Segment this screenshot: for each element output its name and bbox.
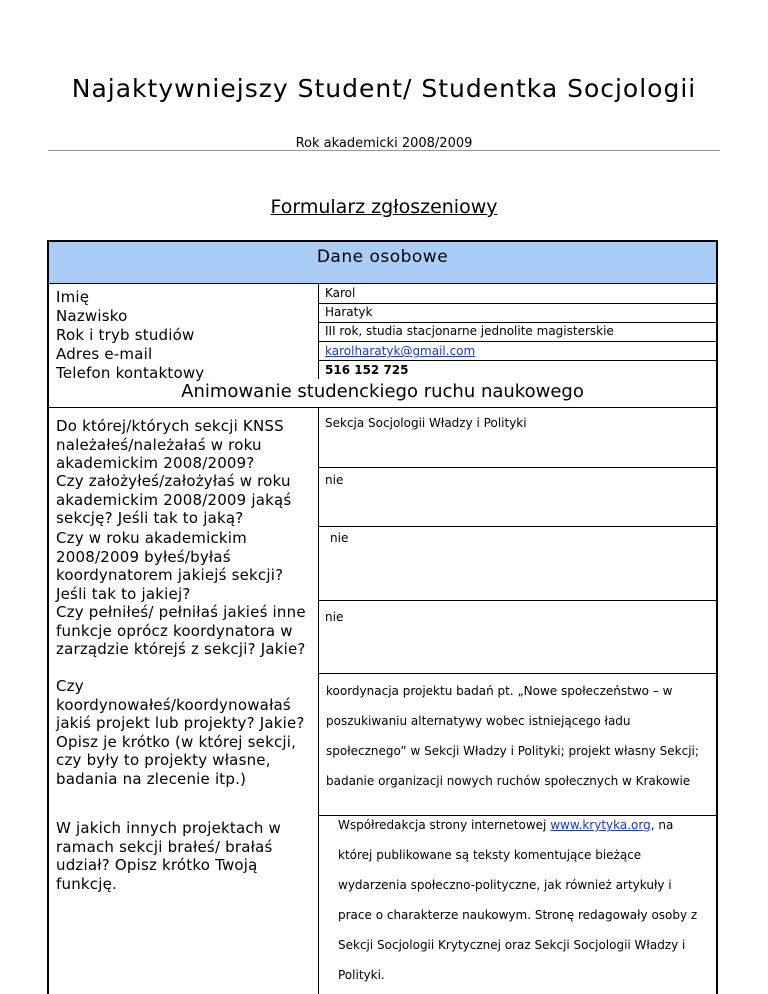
page-title: Najaktywniejszy Student/ Studentka Socjologii: [71, 74, 697, 103]
question-projects: Czy koordynowałeś/koordynowałaś jakiś projekt lub projekty? Jakie? Opisz je krótko (w której sekcji, czy były to projekty własne, badania na zlecenie itp.): [56, 677, 305, 788]
personal-section-title: Dane osobowe: [316, 247, 449, 267]
value-year-mode: III rok, studia stacjonarne jednolite magisterskie: [325, 324, 614, 338]
divider: [48, 150, 720, 151]
row-divider: [319, 600, 716, 601]
answer-coordinator: nie: [330, 531, 349, 545]
answer-other-projects-rest: , na której publikowane są teksty komentujące bieżące wydarzenia społeczno-polityczne, jak również artykuły i prace o charakterze naukowym. Stronę redagowały osoby z Sekcji Socjologii Krytycznej oraz Sekcji Socjologii Władzy i Polityki.: [338, 818, 698, 982]
row-divider: [319, 467, 716, 468]
row-divider: [319, 341, 716, 342]
answer-other-functions: nie: [325, 610, 344, 624]
value-first-name: Karol: [325, 286, 356, 300]
row-divider: [319, 526, 716, 527]
question-coordinator: Czy w roku akademickim 2008/2009 byłeś/byłaś koordynatorem jakiejś sekcji? Jeśli tak to jakiej?: [56, 529, 284, 603]
answer-sections: Sekcja Socjologii Władzy i Polityki: [325, 416, 527, 430]
label-year-mode: Rok i tryb studiów: [56, 326, 195, 344]
label-phone: Telefon kontaktowy: [56, 364, 205, 382]
question-sections: Do której/których sekcji KNSS należałeś/należałaś w roku akademickim 2008/2009?: [56, 417, 284, 472]
answer-other-projects-intro: Współredakcja strony internetowej: [338, 818, 547, 832]
question-other-projects: W jakich innych projektach w ramach sekcji brałeś/ brałaś udział? Opisz krótko Twoją funkcję.: [56, 819, 281, 893]
row-divider: [319, 303, 716, 304]
activity-section-title: Animowanie studenckiego ruchu naukowego: [181, 381, 584, 402]
academic-year: Rok akademicki 2008/2009: [295, 136, 473, 151]
form-title: Formularz zgłoszeniowy: [270, 196, 498, 218]
answer-other-projects: [338, 810, 698, 990]
row-divider: [319, 322, 716, 323]
column-divider: [318, 408, 319, 994]
column-divider: [318, 284, 319, 379]
krytyka-link[interactable]: www.krytyka.org: [550, 818, 651, 832]
value-last-name: Haratyk: [325, 305, 373, 319]
question-other-functions: Czy pełniłeś/ pełniłaś jakieś inne funkcje oprócz koordynatora w zarządzie którejś z sekcji? Jakie?: [56, 603, 306, 658]
value-email[interactable]: karolharatyk@gmail.com: [325, 344, 476, 358]
label-last-name: Nazwisko: [56, 307, 128, 325]
row-divider: [319, 360, 716, 361]
answer-founded-section: nie: [325, 473, 344, 487]
answer-projects: koordynacja projektu badań pt. „Nowe społeczeństwo – w poszukiwaniu alternatywy wobec istniejącego ładu społecznego” w Sekcji Władzy i Polityki; projekt własny Sekcji; badanie organizacji nowych ruchów społecznych w Krakowie: [326, 684, 699, 788]
label-first-name: Imię: [56, 288, 90, 306]
section-divider: [49, 407, 716, 408]
label-email: Adres e-mail: [56, 345, 153, 363]
row-divider: [319, 673, 716, 674]
value-phone: 516 152 725: [325, 363, 409, 377]
question-founded-section: Czy założyłeś/założyłaś w roku akademickim 2008/2009 jakąś sekcję? Jeśli tak to jaką?: [56, 472, 292, 527]
